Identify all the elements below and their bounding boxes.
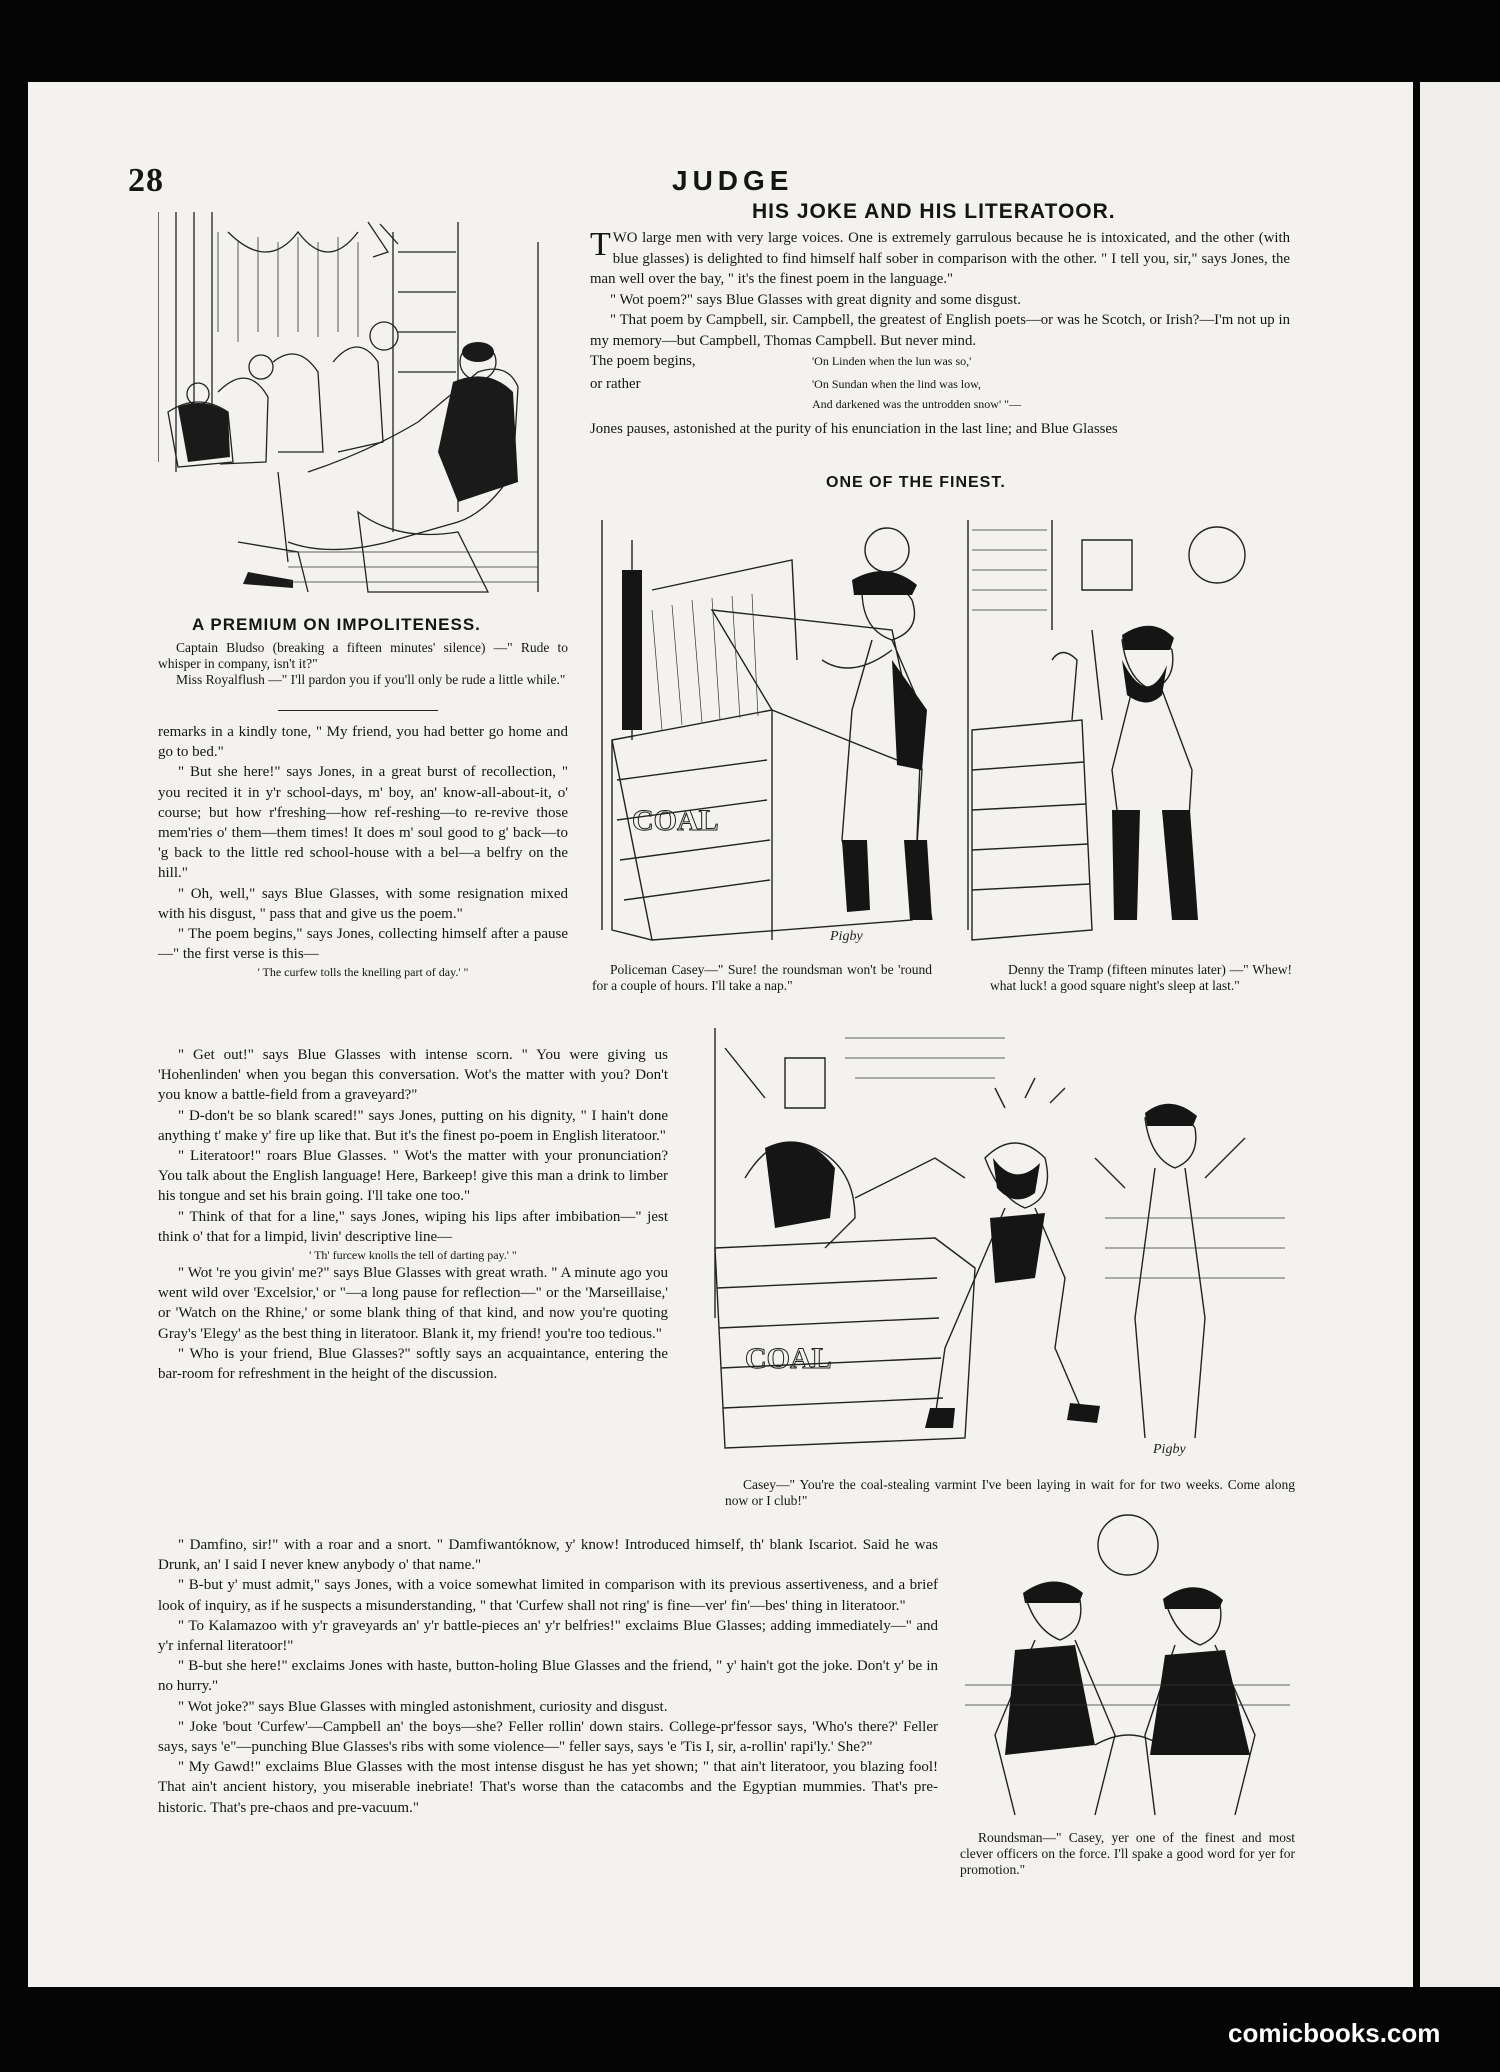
story-paragraph: " My Gawd!" exclaims Blue Glasses with the most intense disgust he has yet shown; " that ain't literatoor, you blazing fool! That ain't ancient history, you miserable inebriate! That's worse than the catacombs and the Egyptian mummies. That's pre-historic. That's pre-chaos and pre-vacuum." — [158, 1759, 938, 1816]
story-paragraph: " Wot poem?" says Blue Glasses with great dignity and some disgust. — [610, 291, 1021, 308]
story-middle-column — [158, 1045, 668, 1384]
cartoon-panel-2 — [962, 510, 1292, 950]
story-paragraph: " Joke 'bout 'Curfew'—Campbell an' the boys—she? Feller rollin' down stairs. College-pr'fessor says, 'Who's there?' Feller says, says 'e"—punching Blue Glasses's ribs with some violence—" feller says, says 'e 'Tis I, sir, a-rollin' rapi'ly.' She?" — [158, 1718, 938, 1756]
story-paragraph: " Get out!" says Blue Glasses with intense scorn. " You were giving us 'Hohenlinden' when you began this conversation. Wot's the matter with you? Don't you know a battle-field from a graveyard?" — [158, 1047, 668, 1104]
finest-title: ONE OF THE FINEST. — [826, 474, 1006, 491]
story-wide-column — [158, 1535, 938, 1818]
story-paragraph: " That poem by Campbell, sir. Campbell, the greatest of English poets—or was he Scotch, or Irish?—I'm not up in my memory—but Campbell, Thomas Campbell. But never mind. — [590, 312, 1290, 349]
artist-signature: Pigby — [1153, 1442, 1186, 1457]
drop-cap: T — [590, 226, 611, 263]
adjacent-page-edge — [1420, 82, 1500, 1987]
artist-signature: Pigby — [830, 929, 863, 944]
story-paragraph: " Wot joke?" says Blue Glasses with mingled astonishment, curiosity and disgust. — [178, 1698, 668, 1715]
story-paragraph: " B-but she here!" exclaims Jones with haste, button-holing Blue Glasses and the friend, " y' hain't got the joke. Don't y' be in no hurry." — [158, 1658, 938, 1695]
story-paragraph: remarks in a kindly tone, " My friend, you had better go home and go to bed." — [158, 724, 568, 761]
site-watermark: comicbooks.com — [1228, 2018, 1441, 2048]
story-paragraph: " Literatoor!" roars Blue Glasses. " Wot's the matter with your pronunciation? You talk about the English language! Here, Barkeep! give this man a drink to limber his tongue and set his brain going. I'll take one too." — [158, 1148, 668, 1205]
premium-title: A PREMIUM ON IMPOLITENESS. — [192, 615, 481, 634]
cartoon-caption-2: Denny the Tramp (fifteen minutes later) —" Whew! what luck! a good square night's sleep at last." — [990, 962, 1292, 993]
premium-caption-line: Miss Royalflush —" I'll pardon you if you'll only be rude a little while." — [176, 672, 566, 687]
cartoon-panel-4 — [965, 1505, 1290, 1825]
cartoon-caption-4: Roundsman—" Casey, yer one of the finest and most clever officers on the force. I'll spake a good word for yer for promotion." — [960, 1830, 1295, 1877]
cartoon-caption-3: Casey—" You're the coal-stealing varmint I've been laying in wait for for two weeks. Come along now or I club!" — [725, 1477, 1295, 1508]
poem-row: or rather 'On Sundan when the lind was low, — [590, 375, 982, 392]
story-paragraph: " To Kalamazoo with y'r graveyards an' y'r battle-pieces an' y'r belfries!" exclaims Blue Glasses; adding immediately—" and y'r infernal literatoor!" — [158, 1617, 938, 1655]
story-intro — [590, 228, 1290, 439]
page-number: 28 — [128, 162, 164, 199]
column-divider — [278, 710, 438, 711]
coal-box-label: COAL — [745, 1342, 832, 1375]
cartoon-caption-1: Policeman Casey—" Sure! the roundsman won't be 'round for a couple of hours. I'll take a nap." — [592, 962, 932, 993]
story-paragraph: " But she here!" says Jones, in a great burst of recollection, " you recited it in y'r school-days, m' boy, an' know-all-about-it, o' course; but how r'freshing—how ref-reshing—to re-revive those mem'ries o' them—them times! It does m' soul good to g' back—to 'g back to the little red school-house with a bel—a belfry on the hill." — [158, 764, 568, 882]
story-paragraph: " Oh, well," says Blue Glasses, with some resignation mixed with his disgust, " pass that and give us the poem." — [158, 885, 568, 922]
story-paragraph: " B-but y' must admit," says Jones, with a voice somewhat limited in comparison with its previous assertiveness, and a brief look of inquiry, as if he suspects a misunderstanding, " that 'Curfew shall not ring' is fine—ver' fin'—bes' thing in literatoor." — [158, 1577, 938, 1614]
story-paragraph: " Think of that for a line," says Jones, wiping his lips after imbibation—" jest think o' that for a limpid, livin' descriptive line— — [158, 1208, 668, 1245]
premium-caption — [158, 640, 568, 688]
story-paragraph: " D-don't be so blank scared!" says Jones, putting on his dignity, " I hain't done anything t' make y' fire up like that. But it's the finest po-poem in English literatoor." — [158, 1107, 668, 1144]
masthead: JUDGE — [672, 165, 794, 196]
story-paragraph: " Wot 're you givin' me?" says Blue Glasses with great wrath. " A minute ago you went wild over 'Excelsior,' or "—a long pause for reflection—" or the 'Marseillaise,' or 'Watch on the Rhine,' or some blank thing of that kind, and now you're quoting Gray's 'Elegy' as the best thing in literatoor. Blank it, my friend! you're too tedious." — [158, 1265, 668, 1342]
coal-box-label: COAL — [632, 804, 719, 837]
story-verse: ' The curfew tolls the knelling part of day.' " — [257, 965, 469, 980]
story-paragraph: " The poem begins," says Jones, collecting himself after a pause—" the first verse is this— — [158, 926, 568, 963]
cartoon-panel-1 — [592, 510, 952, 950]
story-paragraph: " Damfino, sir!" with a roar and a snort. " Damfiwantóknow, y' know! Introduced himself, th' blank Iscariot. Said he was Drunk, an' I said I never knew anybody o' that name." — [158, 1537, 938, 1574]
parlor-illustration — [158, 212, 552, 598]
premium-caption-line: Captain Bludso (breaking a fifteen minutes' silence) —" Rude to whisper in company, isn't it?" — [158, 640, 568, 671]
story-paragraph: Jones pauses, astonished at the purity of his enunciation in the last line; and Blue Glasses — [590, 420, 1118, 437]
story-left-column — [158, 722, 568, 980]
cartoon-panel-3 — [705, 1018, 1293, 1473]
story-title: HIS JOKE AND HIS LITERATOOR. — [752, 200, 1116, 223]
story-paragraph: " Who is your friend, Blue Glasses?" softly says an acquaintance, entering the bar-room for refreshment in the height of the discussion. — [158, 1345, 668, 1383]
story-verse: ' Th' furcew knolls the tell of darting pay.' " — [309, 1248, 517, 1263]
story-paragraph: TWO large men with very large voices. One is extremely garrulous because he is intoxicated, and the other (with blue glasses) is delighted to find himself half sober in comparison with the other. " I tell you, sir," says Jones, the man well over the bay, " it's the finest poem in the language." — [590, 226, 1290, 287]
poem-row: And darkened was the untrodden snow' "— — [812, 397, 1022, 411]
poem-row: The poem begins, 'On Linden when the lun was so,' — [590, 353, 972, 369]
